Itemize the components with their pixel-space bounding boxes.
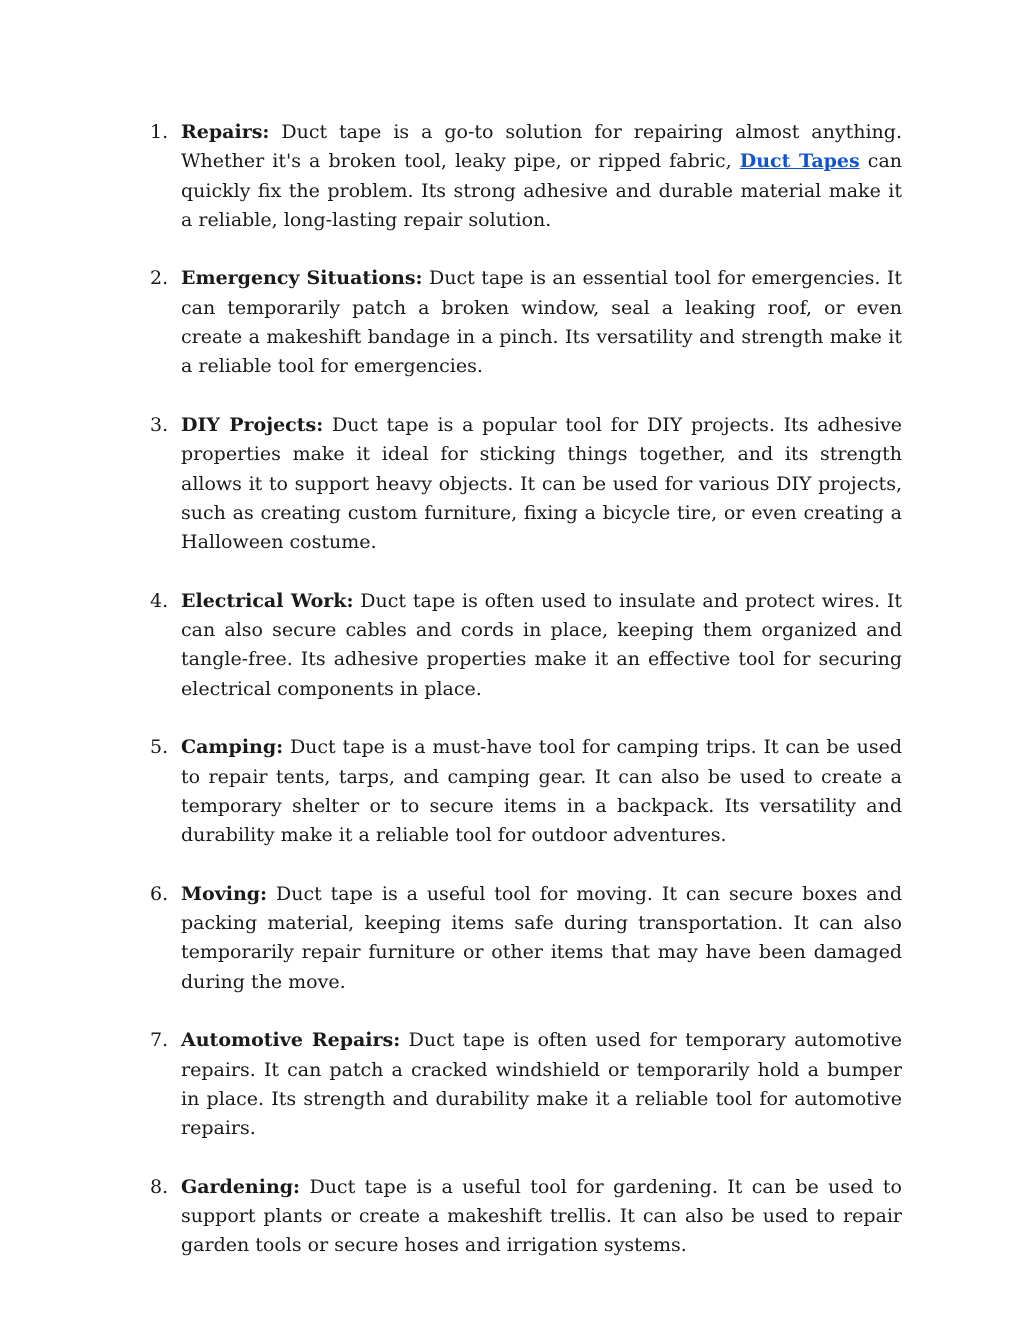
list-number: 2. (150, 267, 169, 290)
list-item-moving (150, 880, 902, 997)
list-term: Camping: (181, 736, 284, 759)
list-text: Duct tape is often used to insulate and protect wires. It can also secure cables and cords in place, keeping them organized and tangle-free. Its adhesive properties make it an effective tool for securing electrical components in place. (181, 589, 902, 700)
list-text: Duct tape is an essential tool for emergencies. It can temporarily patch a broken window, seal a leaking roof, or even create a makeshift bandage in a pinch. Its versatility and strength make it a reliable tool for emergencies. (181, 267, 902, 378)
list-item-diy-projects (150, 411, 902, 557)
list-number: 6. (150, 882, 169, 905)
list-text: can quickly fix the problem. Its strong adhesive and durable material make it a reliable, long-lasting repair solution. (181, 150, 903, 231)
list-term: DIY Projects: (181, 413, 324, 436)
list-text: Duct tape is a useful tool for gardening. It can be used to support plants or create a makeshift trellis. It can also be used to repair garden tools or secure hoses and irrigation systems. (181, 1175, 902, 1257)
uses-list (150, 118, 902, 1261)
list-item-emergency-situations (150, 264, 902, 381)
list-text: Duct tape is a must-have tool for camping trips. It can be used to repair tents, tarps, and camping gear. It can also be used to create a temporary shelter or to secure items in a backpack. Its versatility and durability make it a reliable tool for outdoor adventures. (181, 736, 902, 847)
list-text: Duct tape is a popular tool for DIY projects. Its adhesive properties make it ideal for sticking things together, and its strength allows it to support heavy objects. It can be used for various DIY projects, such as creating custom furniture, fixing a bicycle tire, or even creating a Halloween costume. (181, 413, 902, 554)
list-term: Gardening: (181, 1175, 301, 1198)
list-number: 8. (150, 1175, 169, 1198)
list-text: Duct tape is a useful tool for moving. It can secure boxes and packing material, keeping items safe during transportation. It can also temporarily repair furniture or other items that may have been damaged during the move. (181, 882, 902, 993)
list-number: 4. (150, 589, 169, 612)
list-term: Electrical Work: (181, 589, 354, 612)
list-text: Duct tape is a go-to solution for repairing almost anything. Whether it's a broken tool, leaky pipe, or ripped fabric, (181, 121, 902, 173)
list-number: 7. (150, 1029, 169, 1052)
list-term: Automotive Repairs: (181, 1029, 401, 1052)
list-item-gardening (150, 1173, 902, 1261)
list-item-automotive-repairs (150, 1026, 902, 1143)
list-text: Duct tape is often used for temporary automotive repairs. It can patch a cracked windshield or temporarily hold a bumper in place. Its strength and durability make it a reliable tool for automotive repairs. (181, 1029, 902, 1140)
list-item-camping (150, 733, 902, 850)
list-number: 5. (150, 736, 169, 759)
list-item-repairs (150, 118, 902, 235)
list-term: Moving: (181, 882, 268, 905)
list-number: 3. (150, 413, 169, 436)
list-item-electrical-work (150, 587, 902, 704)
list-number: 1. (150, 121, 169, 143)
list-term: Repairs: (181, 121, 270, 143)
list-term: Emergency Situations: (181, 267, 423, 290)
duct-tapes-link[interactable]: Duct Tapes (739, 150, 860, 173)
